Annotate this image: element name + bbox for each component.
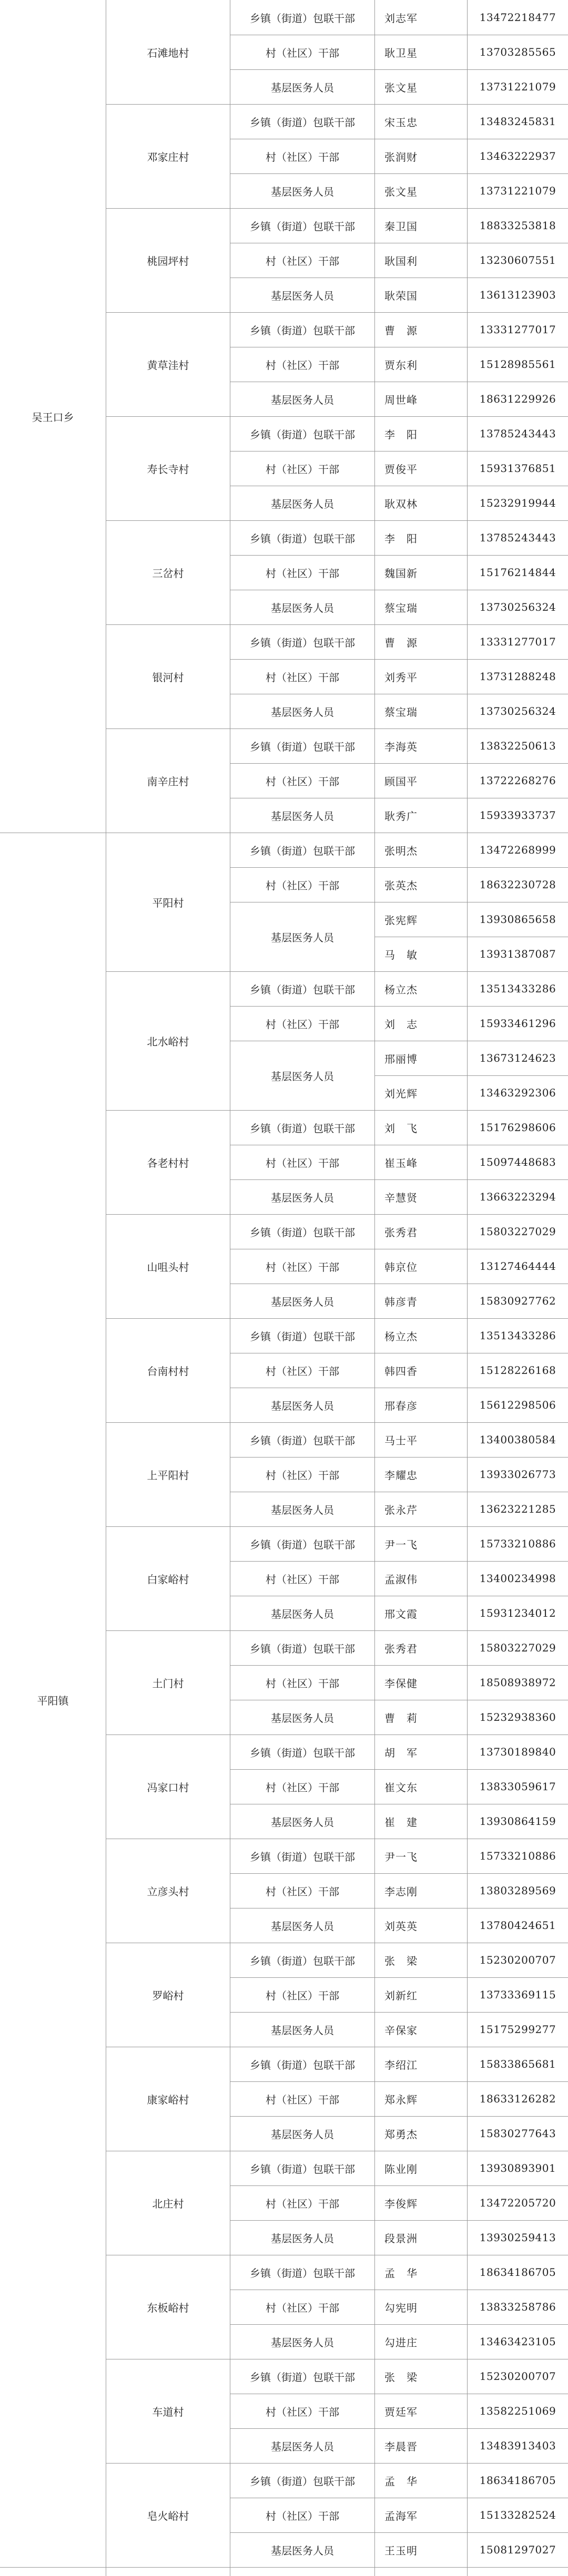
role-label: 基层医务人员 — [271, 1711, 334, 1725]
phone-number: 15931376851 — [479, 462, 556, 475]
role-label: 村（社区）干部 — [266, 775, 339, 788]
person-name: 贾廷军 — [384, 2405, 418, 2418]
phone-number: 13722268276 — [479, 774, 556, 787]
phone-number: 13582251069 — [479, 2405, 556, 2417]
person-name: 邢文霞 — [384, 1607, 418, 1620]
role-label: 基层医务人员 — [271, 185, 334, 198]
village-name: 东板峪村 — [147, 2301, 189, 2314]
person-name: 崔 建 — [384, 1815, 418, 1829]
town-name: 平阳镇 — [37, 1694, 69, 1707]
person-name: 李 阳 — [384, 428, 418, 441]
phone-number: 13472218477 — [479, 11, 556, 24]
role-label: 乡镇（街道）包联干部 — [250, 428, 355, 441]
person-name: 马士平 — [384, 1434, 418, 1447]
phone-number: 13127464444 — [479, 1260, 556, 1272]
role-label: 基层医务人员 — [271, 705, 334, 719]
person-name: 段景洲 — [384, 2232, 418, 2245]
role-label: 乡镇（街道）包联干部 — [250, 1434, 355, 1447]
role-label: 乡镇（街道）包联干部 — [250, 636, 355, 649]
role-label: 村（社区）干部 — [266, 1469, 339, 1482]
role-label: 基层医务人员 — [271, 2232, 334, 2245]
role-label: 村（社区）干部 — [266, 1364, 339, 1378]
person-name: 勾进庄 — [384, 2336, 418, 2349]
village-name: 台南村村 — [147, 1364, 189, 1378]
phone-number: 13733369115 — [479, 1988, 556, 2001]
person-name: 韩京位 — [384, 1260, 418, 1274]
person-name: 崔玉峰 — [384, 1156, 418, 1169]
role-label: 乡镇（街道）包联干部 — [250, 983, 355, 996]
village-name: 康家峪村 — [147, 2093, 189, 2106]
person-name: 秦卫国 — [384, 220, 418, 233]
role-label: 乡镇（街道）包联干部 — [250, 1954, 355, 1967]
role-label: 基层医务人员 — [271, 2544, 334, 2557]
role-label: 基层医务人员 — [271, 2128, 334, 2141]
phone-number: 15733210886 — [479, 1537, 556, 1550]
village-name: 山咀头村 — [147, 1260, 189, 1274]
role-label: 乡镇（街道）包联干部 — [250, 844, 355, 857]
village-name: 南辛庄村 — [147, 775, 189, 788]
person-name: 曹 源 — [384, 636, 418, 649]
person-name: 杨立杰 — [384, 1330, 418, 1343]
person-name: 孟 华 — [384, 2475, 418, 2488]
village-name: 石滩地村 — [147, 46, 189, 59]
person-name: 韩彦青 — [384, 1295, 418, 1308]
role-label: 乡镇（街道）包联干部 — [250, 2058, 355, 2071]
person-name: 孟海军 — [384, 2509, 418, 2522]
person-name: 刘光辉 — [384, 1087, 418, 1100]
phone-number: 13623221285 — [479, 1503, 556, 1515]
phone-number: 13730256324 — [479, 601, 556, 613]
phone-number: 13931387087 — [479, 948, 556, 960]
phone-number: 15230200707 — [479, 2370, 556, 2383]
phone-number: 13930893901 — [479, 2162, 556, 2174]
phone-number: 13483913403 — [479, 2439, 556, 2452]
role-label: 乡镇（街道）包联干部 — [250, 1642, 355, 1655]
role-label: 村（社区）干部 — [266, 1018, 339, 1031]
role-label: 村（社区）干部 — [266, 671, 339, 684]
phone-number: 13785243443 — [479, 531, 556, 544]
role-label: 乡镇（街道）包联干部 — [250, 2162, 355, 2175]
role-label: 基层医务人员 — [271, 809, 334, 823]
phone-number: 15128226168 — [479, 1364, 556, 1377]
role-label: 村（社区）干部 — [266, 1885, 339, 1898]
role-label: 基层医务人员 — [271, 1607, 334, 1620]
role-label: 乡镇（街道）包联干部 — [250, 2370, 355, 2384]
person-name: 蔡宝瑞 — [384, 705, 418, 719]
phone-number: 13463222937 — [479, 150, 556, 162]
person-name: 李绍江 — [384, 2058, 418, 2071]
phone-number: 13833059617 — [479, 1780, 556, 1793]
role-label: 基层医务人员 — [271, 1399, 334, 1412]
person-name: 勾宪明 — [384, 2301, 418, 2314]
person-name: 张宪辉 — [384, 914, 418, 927]
person-name: 尹一飞 — [384, 1538, 418, 1551]
phone-number: 13472268999 — [479, 844, 556, 856]
village-name: 三岔村 — [152, 567, 184, 580]
role-label: 乡镇（街道）包联干部 — [250, 2475, 355, 2488]
person-name: 张文星 — [384, 185, 418, 198]
phone-number: 15830927762 — [479, 1295, 556, 1307]
phone-number: 13230607551 — [479, 254, 556, 266]
phone-number: 15830277643 — [479, 2127, 556, 2140]
phone-number: 15232938360 — [479, 1711, 556, 1723]
role-label: 乡镇（街道）包联干部 — [250, 1122, 355, 1135]
phone-number: 15803227029 — [479, 1225, 556, 1238]
role-label: 村（社区）干部 — [266, 2093, 339, 2106]
phone-number: 15176298606 — [479, 1121, 556, 1134]
phone-number: 15232919944 — [479, 497, 556, 509]
phone-number: 13730256324 — [479, 705, 556, 717]
role-label: 基层医务人员 — [271, 601, 334, 614]
person-name: 张英杰 — [384, 879, 418, 892]
role-label: 基层医务人员 — [271, 1920, 334, 1933]
person-name: 蔡宝瑞 — [384, 601, 418, 614]
role-label: 乡镇（街道）包联干部 — [250, 1330, 355, 1343]
phone-number: 13785243443 — [479, 427, 556, 440]
role-label: 村（社区）干部 — [266, 463, 339, 476]
phone-number: 13703285565 — [479, 46, 556, 58]
role-label: 村（社区）干部 — [266, 1781, 339, 1794]
person-name: 周世峰 — [384, 393, 418, 406]
role-label: 基层医务人员 — [271, 497, 334, 510]
person-name: 李志刚 — [384, 1885, 418, 1898]
role-label: 村（社区）干部 — [266, 879, 339, 892]
role-label: 基层医务人员 — [271, 1815, 334, 1829]
role-label: 村（社区）干部 — [266, 567, 339, 580]
person-name: 顾国平 — [384, 775, 418, 788]
phone-number: 13833258786 — [479, 2301, 556, 2313]
phone-number: 13731221079 — [479, 80, 556, 93]
phone-number: 15803227029 — [479, 1641, 556, 1654]
phone-number: 15733210886 — [479, 1850, 556, 1862]
role-label: 乡镇（街道）包联干部 — [250, 740, 355, 753]
phone-number: 13513433286 — [479, 982, 556, 995]
person-name: 宋玉忠 — [384, 116, 418, 129]
phone-number: 18833253818 — [479, 219, 556, 232]
role-label: 基层医务人员 — [271, 1503, 334, 1516]
person-name: 王玉明 — [384, 2544, 418, 2557]
person-name: 耿双林 — [384, 497, 418, 510]
person-name: 邢丽博 — [384, 1052, 418, 1065]
phone-number: 13613123903 — [479, 289, 556, 301]
phone-number: 18634186705 — [479, 2266, 556, 2279]
role-label: 乡镇（街道）包联干部 — [250, 324, 355, 337]
role-label: 村（社区）干部 — [266, 150, 339, 163]
role-label: 基层医务人员 — [271, 81, 334, 94]
person-name: 胡 军 — [384, 1746, 418, 1759]
person-name: 魏国新 — [384, 567, 418, 580]
person-name: 杨立杰 — [384, 983, 418, 996]
phone-number: 13930865658 — [479, 913, 556, 926]
village-name: 各老村村 — [147, 1156, 189, 1169]
role-label: 乡镇（街道）包联干部 — [250, 1746, 355, 1759]
village-name: 银河村 — [152, 671, 184, 684]
phone-number: 15933461296 — [479, 1017, 556, 1030]
phone-number: 15833865681 — [479, 2058, 556, 2070]
phone-number: 13400380584 — [479, 1433, 556, 1446]
role-label: 村（社区）干部 — [266, 1573, 339, 1586]
role-label: 基层医务人员 — [271, 289, 334, 302]
person-name: 耿荣国 — [384, 289, 418, 302]
phone-number: 15931234012 — [479, 1607, 556, 1619]
table-row-divider — [0, 2567, 568, 2568]
role-label: 基层医务人员 — [271, 1191, 334, 1204]
village-name: 平阳村 — [152, 896, 184, 909]
role-label: 乡镇（街道）包联干部 — [250, 12, 355, 25]
village-name: 北水峪村 — [147, 1035, 189, 1048]
person-name: 李晨晋 — [384, 2440, 418, 2453]
role-label: 村（社区）干部 — [266, 1156, 339, 1169]
person-name: 曹 莉 — [384, 1711, 418, 1725]
village-name: 北庄村 — [152, 2197, 184, 2210]
role-label: 基层医务人员 — [271, 2024, 334, 2037]
role-label: 村（社区）干部 — [266, 254, 339, 268]
phone-number: 13803289569 — [479, 1884, 556, 1897]
phone-number: 15081297027 — [479, 2543, 556, 2556]
person-name: 刘志军 — [384, 12, 418, 25]
phone-number: 13832250613 — [479, 740, 556, 752]
person-name: 陈业刚 — [384, 2162, 418, 2175]
person-name: 耿卫星 — [384, 46, 418, 59]
phone-number: 13663223294 — [479, 1190, 556, 1203]
role-label: 村（社区）干部 — [266, 1989, 339, 2002]
phone-number: 13513433286 — [479, 1329, 556, 1342]
phone-number: 13933026773 — [479, 1468, 556, 1481]
town-name: 吴王口乡 — [32, 410, 74, 424]
role-label: 乡镇（街道）包联干部 — [250, 1538, 355, 1551]
person-name: 贾俊平 — [384, 463, 418, 476]
phone-number: 18633126282 — [479, 2092, 556, 2105]
person-name: 郑勇杰 — [384, 2128, 418, 2141]
role-label: 村（社区）干部 — [266, 2405, 339, 2418]
role-label: 乡镇（街道）包联干部 — [250, 1850, 355, 1863]
role-label: 村（社区）干部 — [266, 2197, 339, 2210]
person-name: 郑永辉 — [384, 2093, 418, 2106]
person-name: 刘 飞 — [384, 1122, 418, 1135]
role-label: 基层医务人员 — [271, 931, 334, 944]
person-name: 李保健 — [384, 1677, 418, 1690]
person-name: 张润财 — [384, 150, 418, 163]
village-name: 皂火峪村 — [147, 2509, 189, 2522]
person-name: 耿秀广 — [384, 809, 418, 823]
person-name: 李俊辉 — [384, 2197, 418, 2210]
village-name: 土门村 — [152, 1677, 184, 1690]
village-name: 寿长寺村 — [147, 463, 189, 476]
phone-number: 13930864159 — [479, 1815, 556, 1828]
village-name: 桃园坪村 — [147, 254, 189, 268]
phone-number: 13731221079 — [479, 184, 556, 197]
role-label: 基层医务人员 — [271, 2440, 334, 2453]
person-name: 李耀忠 — [384, 1469, 418, 1482]
person-name: 刘 志 — [384, 1018, 418, 1031]
role-label: 村（社区）干部 — [266, 1677, 339, 1690]
phone-number: 15612298506 — [479, 1399, 556, 1411]
phone-number: 13331277017 — [479, 323, 556, 336]
person-name: 邢春彦 — [384, 1399, 418, 1412]
person-name: 马 敏 — [384, 948, 418, 961]
phone-number: 15128985561 — [479, 358, 556, 371]
phone-number: 13930259413 — [479, 2231, 556, 2244]
phone-number: 18634186705 — [479, 2474, 556, 2487]
role-label: 基层医务人员 — [271, 1295, 334, 1308]
role-label: 乡镇（街道）包联干部 — [250, 1226, 355, 1239]
person-name: 孟淑伟 — [384, 1573, 418, 1586]
person-name: 张秀君 — [384, 1642, 418, 1655]
person-name: 辛慧贤 — [384, 1191, 418, 1204]
person-name: 李海英 — [384, 740, 418, 753]
phone-number: 13673124623 — [479, 1052, 556, 1064]
role-label: 乡镇（街道）包联干部 — [250, 116, 355, 129]
phone-number: 13400234998 — [479, 1572, 556, 1585]
person-name: 崔文东 — [384, 1781, 418, 1794]
village-name: 罗峪村 — [152, 1989, 184, 2002]
person-name: 李 阳 — [384, 532, 418, 545]
person-name: 耿国利 — [384, 254, 418, 268]
phone-number: 15175299277 — [479, 2023, 556, 2036]
phone-number: 18508938972 — [479, 1676, 556, 1689]
village-name: 黄草洼村 — [147, 358, 189, 372]
person-name: 刘英英 — [384, 1920, 418, 1933]
person-name: 张 梁 — [384, 1954, 418, 1967]
phone-number: 13331277017 — [479, 635, 556, 648]
phone-number: 15230200707 — [479, 1954, 556, 1966]
phone-number: 13483245831 — [479, 115, 556, 128]
role-label: 乡镇（街道）包联干部 — [250, 220, 355, 233]
phone-number: 15176214844 — [479, 566, 556, 579]
village-name: 车道村 — [152, 2405, 184, 2418]
role-label: 村（社区）干部 — [266, 1260, 339, 1274]
role-label: 村（社区）干部 — [266, 46, 339, 59]
phone-number: 13463292306 — [479, 1086, 556, 1099]
phone-number: 15933933737 — [479, 809, 556, 822]
person-name: 孟 华 — [384, 2266, 418, 2280]
phone-number: 13780424651 — [479, 1919, 556, 1932]
village-name: 邓家庄村 — [147, 150, 189, 163]
phone-number: 13472205720 — [479, 2197, 556, 2209]
person-name: 张明杰 — [384, 844, 418, 857]
role-label: 乡镇（街道）包联干部 — [250, 2266, 355, 2280]
role-label: 基层医务人员 — [271, 2336, 334, 2349]
phone-number: 13463423105 — [479, 2335, 556, 2348]
phone-number: 13731288248 — [479, 670, 556, 683]
person-name: 曹 源 — [384, 324, 418, 337]
person-name: 张文星 — [384, 81, 418, 94]
person-name: 尹一飞 — [384, 1850, 418, 1863]
phone-number: 18631229926 — [479, 393, 556, 405]
village-name: 白家峪村 — [147, 1573, 189, 1586]
phone-number: 18632230728 — [479, 878, 556, 891]
role-label: 村（社区）干部 — [266, 358, 339, 372]
role-label: 基层医务人员 — [271, 1070, 334, 1083]
person-name: 贾东利 — [384, 358, 418, 372]
person-name: 刘秀平 — [384, 671, 418, 684]
person-name: 韩四香 — [384, 1364, 418, 1378]
village-name: 上平阳村 — [147, 1469, 189, 1482]
person-name: 辛保家 — [384, 2024, 418, 2037]
role-label: 乡镇（街道）包联干部 — [250, 532, 355, 545]
village-name: 冯家口村 — [147, 1781, 189, 1794]
person-name: 刘新红 — [384, 1989, 418, 2002]
person-name: 张永芹 — [384, 1503, 418, 1516]
phone-number: 15133282524 — [479, 2509, 556, 2521]
person-name: 张 梁 — [384, 2370, 418, 2384]
village-name: 立彦头村 — [147, 1885, 189, 1898]
person-name: 张秀君 — [384, 1226, 418, 1239]
phone-number: 13730189840 — [479, 1746, 556, 1758]
role-label: 基层医务人员 — [271, 393, 334, 406]
role-label: 村（社区）干部 — [266, 2509, 339, 2522]
role-label: 村（社区）干部 — [266, 2301, 339, 2314]
phone-number: 15097448683 — [479, 1156, 556, 1168]
